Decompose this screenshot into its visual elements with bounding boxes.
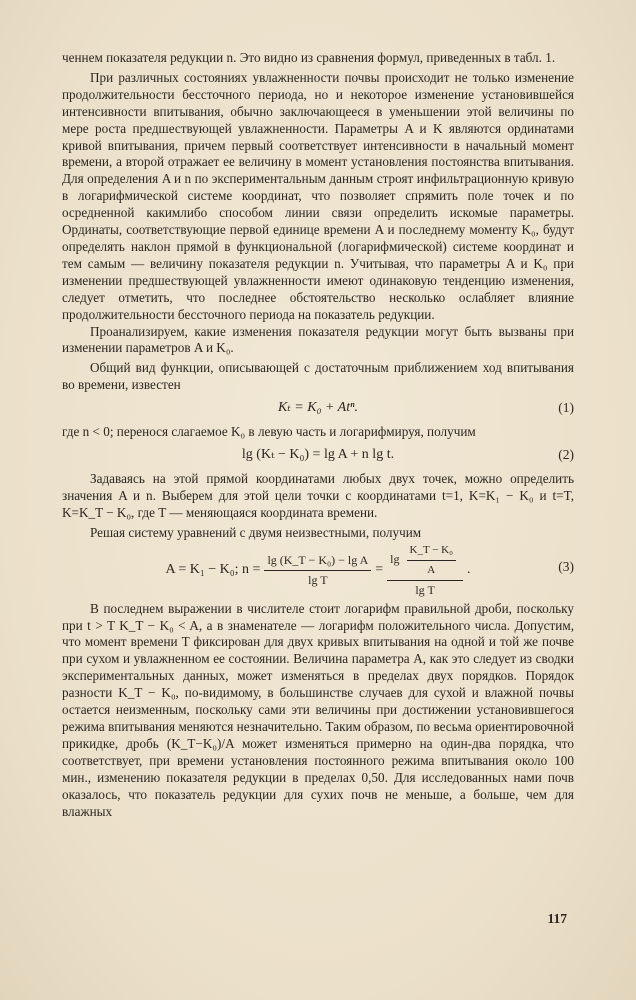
equation-3-fraction-1-numerator: lg (K_T − K₀) − lg A <box>264 552 371 571</box>
equation-3-period: . <box>466 562 471 578</box>
equation-1-number: (1) <box>558 400 574 416</box>
paragraph-function: Общий вид функции, описывающей с достаточным приближением ход впитывания во времени, известен <box>62 360 574 393</box>
equation-3-lg: lg <box>390 552 400 567</box>
paragraph-continued: ченнем показателя редукции n. Это видно из сравнения формул, приведенных в табл. 1. <box>62 50 556 65</box>
equation-3-inner-denominator: A <box>427 564 436 577</box>
equation-2-body: lg (Kₜ − K₀) = lg A + n lg t. <box>241 447 395 463</box>
equation-3-fraction-2-numerator <box>387 542 463 581</box>
equation-1-body: Kₜ = K₀ + Atⁿ. <box>278 400 358 416</box>
equation-3 <box>62 545 574 597</box>
equation-3-number: (3) <box>558 558 574 574</box>
equation-3-fraction-1-denominator: lg T <box>308 573 328 588</box>
equation-3-fraction-2-denominator: lg T <box>415 583 435 598</box>
equation-1 <box>62 396 574 420</box>
paragraph-points: Задаваясь на этой прямой координатами любых двух точек, можно определить значения A и n. Выберем для этой цели точки с координатами t=1, K=K₁ − K₀ и t=T, K=K_T − K₀, где T — меняющаяся координата времени. <box>62 471 574 520</box>
paragraph-system: Решая систему уравнений с двумя неизвестными, получим <box>90 524 422 540</box>
equation-3-fraction-2 <box>387 542 463 599</box>
page-number: 117 <box>547 911 567 926</box>
equation-3-fraction-1 <box>264 552 371 589</box>
paragraph-conclusion: В последнем выражении в числителе стоит логарифм правильной дроби, поскольку при t > T K_T − K₀ < A, а в знаменателе — логарифм положительного числа. Допустим, что момент времени T фиксирован для двух кривых впитывания на одной и той же почве при сухом и увлажненном ее состоянии. Величина параметра A, как это следует из сводки экспериментальных данных, может изменяться в пределах двух порядков. Порядок разности K_T − K₀, по-видимому, в большинстве случаев для сухой и влажной почвы остается неизменным, поскольку сами эти величины при достижении установившегося режима впитывания меняются незначительно. Таким образом, по весьма ориентировочной прикидке, дробь (K_T−K₀)/A может изменяться примерно на один-два порядка, что соответствует, при времени установления постоянного режима впитывания около 100 мин., изменению показателя редукции в пределах 0,50. Для исследованных нами почв оказалось, что показатель редукции для сухих почв не меньше, а больше, чем для влажных <box>62 600 574 819</box>
equation-3-inner-fraction <box>407 542 456 579</box>
equation-2-number: (2) <box>558 447 574 463</box>
equation-3-equals: = <box>375 562 384 578</box>
equation-3-lhs: A = K₁ − K₀; n = <box>165 562 261 578</box>
paragraph-moisture: При различных состояниях увлажненности почвы происходит не только изменение продолжительности бессточного периода, но и некоторое изменение установившейся интенсивности впитывания, обычно заключающееся в уменьшении этой величины по мере роста предшествующей увлажненности. Параметры A и K являются ординатами кривой впитывания, причем первый соответствует интенсивности в начальный момент времени, а второй отражает ее величину в момент установления постоянства впитывания. Для определения A и n по экспериментальным данным строят инфильтрационную кривую в логарифмической системе координат, что позволяет спрямить поле точек и по осредненной какимлибо способом линии связи определить искомые параметры. Ординаты, соответствующие первой единице времени A и последнему моменту K₀, будут определять наклон прямой в функциональной (логарифмической) системе координат и тем самым — величину показателя редукции n. Учитывая, что параметры A и K₀ при изменении предшествующей увлажненности имеют одинаковую тенденцию изменения, следует отметить, что последнее обстоятельство несколько ослабляет влияние продолжительности бессточного периода на показатель редукции. <box>62 69 574 322</box>
equation-3-inner-numerator: K_T − K₀ <box>407 542 456 561</box>
paragraph-log: где n < 0; перенося слагаемое K₀ в левую часть и логарифмируя, получим <box>62 424 476 440</box>
equation-2 <box>62 443 574 467</box>
paragraph-analysis: Проанализируем, какие изменения показателя редукции могут быть вызваны при изменении параметров A и K₀. <box>62 323 574 356</box>
text-column <box>62 50 574 820</box>
